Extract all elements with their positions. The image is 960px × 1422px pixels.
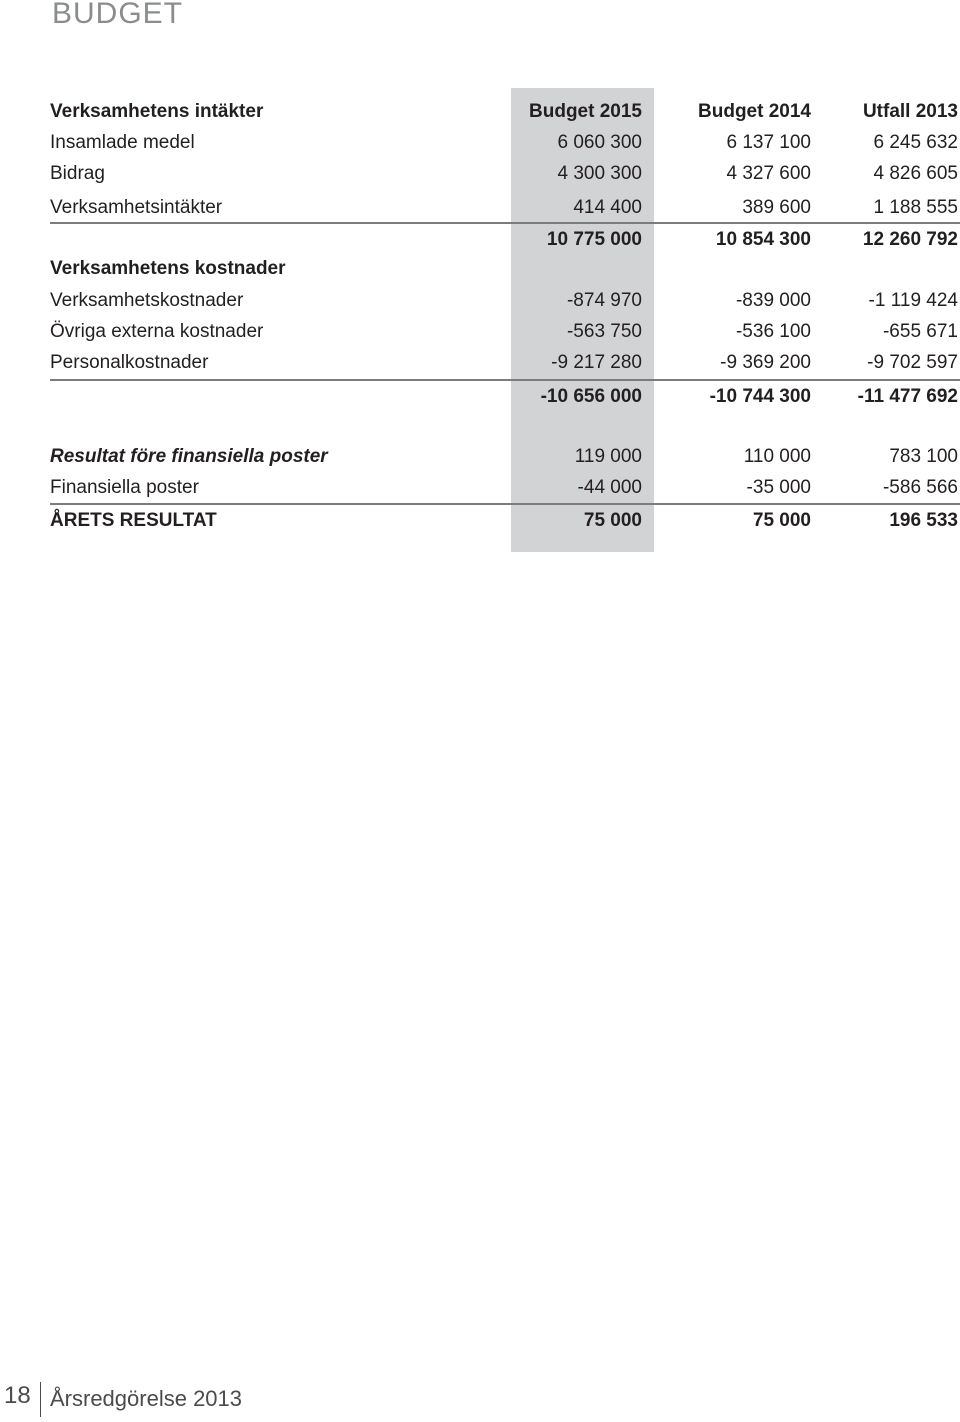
cell-budget-2014: 6 137 100 xyxy=(726,132,811,153)
costs-heading-row xyxy=(50,255,960,283)
row-label: Övriga externa kostnader xyxy=(50,321,264,342)
cell-budget-2014: -9 369 200 xyxy=(720,352,811,373)
table-row xyxy=(50,287,960,315)
table-row xyxy=(50,160,960,188)
cell-utfall-2013: 4 826 605 xyxy=(873,163,958,184)
year-result-row xyxy=(50,507,960,535)
cell-budget-2014: -839 000 xyxy=(735,290,811,311)
cell-utfall-2013: 783 100 xyxy=(889,446,958,467)
page-number: 18 xyxy=(4,1382,31,1409)
table-header-row xyxy=(50,98,960,126)
cell-budget-2015: -874 970 xyxy=(566,290,642,311)
financial-items-row xyxy=(50,474,960,502)
row-label: Insamlade medel xyxy=(50,132,195,153)
cell-utfall-2013: 196 533 xyxy=(889,510,958,531)
income-total-budget-2015: 10 775 000 xyxy=(546,229,642,250)
cell-budget-2015: 75 000 xyxy=(583,510,642,531)
footer-divider xyxy=(40,1382,41,1417)
cell-budget-2015: 4 300 300 xyxy=(557,163,642,184)
cell-utfall-2013: -655 671 xyxy=(882,321,958,342)
income-subtotal-divider xyxy=(50,222,960,224)
table-row xyxy=(50,194,960,222)
cell-budget-2014: -35 000 xyxy=(746,477,811,498)
cost-total-budget-2014: -10 744 300 xyxy=(709,386,811,407)
column-header-budget-2015: Budget 2015 xyxy=(529,101,642,122)
table-row xyxy=(50,129,960,157)
result-divider xyxy=(50,503,960,505)
cost-total-utfall-2013: -11 477 692 xyxy=(857,386,958,407)
column-header-utfall-2013: Utfall 2013 xyxy=(862,101,958,122)
cell-budget-2014: 110 000 xyxy=(743,446,811,467)
cell-budget-2015: 119 000 xyxy=(574,446,642,467)
cell-budget-2015: 414 400 xyxy=(573,197,642,218)
cell-budget-2014: 75 000 xyxy=(752,510,811,531)
cell-utfall-2013: -1 119 424 xyxy=(868,290,958,311)
row-label: Verksamhetsintäkter xyxy=(50,197,223,218)
cell-budget-2014: 4 327 600 xyxy=(726,163,811,184)
cost-total xyxy=(50,383,960,411)
row-label: Finansiella poster xyxy=(50,477,199,498)
cell-budget-2015: -9 217 280 xyxy=(551,352,642,373)
table-row xyxy=(50,318,960,346)
cell-budget-2015: 6 060 300 xyxy=(557,132,642,153)
result-before-financial-row xyxy=(50,443,960,471)
income-total-row xyxy=(50,226,960,254)
cell-utfall-2013: 6 245 632 xyxy=(873,132,958,153)
income-total-budget-2014: 10 854 300 xyxy=(715,229,811,250)
cell-budget-2014: -536 100 xyxy=(735,321,811,342)
cell-utfall-2013: -586 566 xyxy=(882,477,958,498)
income-heading: Verksamhetens intäkter xyxy=(50,101,264,122)
costs-heading: Verksamhetens kostnader xyxy=(50,258,286,279)
column-header-budget-2014: Budget 2014 xyxy=(698,101,811,122)
row-label: Bidrag xyxy=(50,163,105,184)
row-label: Verksamhetskostnader xyxy=(50,290,244,311)
cell-utfall-2013: -9 702 597 xyxy=(867,352,958,373)
cell-budget-2015: -44 000 xyxy=(577,477,642,498)
page-title: BUDGET xyxy=(52,0,184,30)
document-title: Årsredgörelse 2013 xyxy=(50,1386,243,1411)
cell-utfall-2013: 1 188 555 xyxy=(873,197,958,218)
row-label: Personalkostnader xyxy=(50,352,209,373)
cell-budget-2014: 389 600 xyxy=(742,197,811,218)
noop-2 xyxy=(50,353,960,381)
row-label: ÅRETS RESULTAT xyxy=(50,510,217,531)
cost-total-budget-2015: -10 656 000 xyxy=(540,386,642,407)
income-total-utfall-2013: 12 260 792 xyxy=(862,229,958,250)
row-label: Resultat före finansiella poster xyxy=(50,446,328,467)
cell-budget-2015: -563 750 xyxy=(566,321,642,342)
